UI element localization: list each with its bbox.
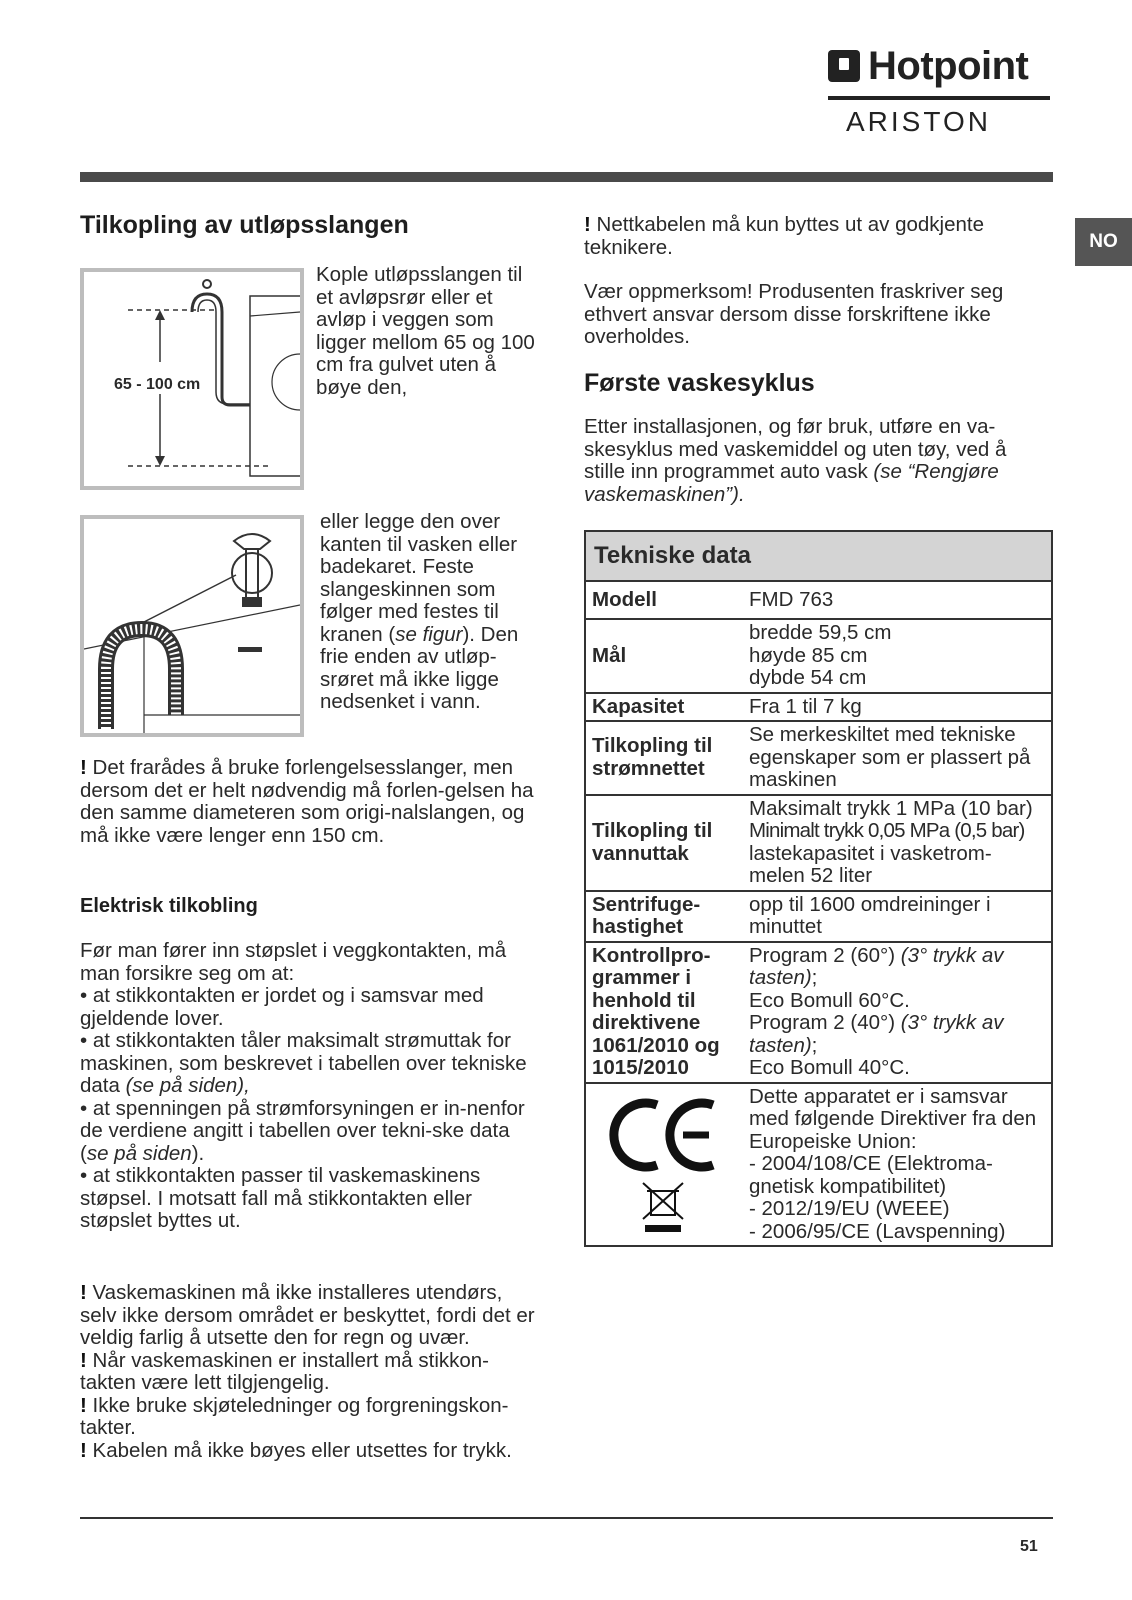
test-programs-value xyxy=(743,942,1052,1083)
ce-cell xyxy=(585,1083,743,1247)
program-60-end: ; xyxy=(811,966,818,989)
min-pressure: Minimalt trykk 0,05 MPa (0,5 bar) xyxy=(749,819,1025,842)
warning-extension-cords-text: Ikke bruke skjøteledninger og forgreningskon-takter. xyxy=(80,1393,509,1439)
safety-warnings xyxy=(80,1282,540,1462)
table-row xyxy=(585,619,1052,693)
table-row xyxy=(585,891,1052,942)
spin-speed-label: Sentrifuge-hastighet xyxy=(585,891,743,942)
capacity-value: Fra 1 til 7 kg xyxy=(743,693,1052,722)
directive-low-voltage: - 2006/95/CE (Lavspenning) xyxy=(749,1219,1006,1243)
manufacturer-disclaimer: Vær oppmerksom! Produsenten fraskriver seg ethvert ansvar dersom disse forskriftene ikke overholdes. xyxy=(584,280,1004,348)
extension-hose-warning-text: Det frarådes å bruke forlengelsesslanger, men dersom det er helt nødvendig må forlen-gelsen ha den samme diameteren som origi-nalslangen, og må ikke være lenger enn 150 cm. xyxy=(80,756,534,847)
warning-cable-text: Kabelen må ikke bøyes eller utsettes for trykk. xyxy=(92,1438,512,1462)
bullet2-italic: (se på siden), xyxy=(125,1074,250,1097)
table-row xyxy=(585,942,1052,1083)
drum-capacity: lastekapasitet i vasketrom-melen 52 liter xyxy=(749,841,992,887)
water-connection-value xyxy=(743,795,1052,891)
program-60 xyxy=(749,945,1045,990)
model-label: Modell xyxy=(585,581,743,619)
extension-hose-warning xyxy=(80,757,540,847)
eco-60: Eco Bomull 60°C. xyxy=(749,988,910,1012)
warning-icon: ! xyxy=(80,1348,87,1372)
bullet2-text: • at stikkontakten tåler maksimalt strømuttak for maskinen, som beskrevet i tabellen over tekniske data xyxy=(80,1029,527,1097)
ce-mark-icon xyxy=(605,1087,725,1237)
warning-cable xyxy=(80,1440,540,1463)
eco-40: Eco Bomull 40°C. xyxy=(749,1056,910,1079)
depth-value: dybde 54 cm xyxy=(749,666,867,689)
warning-icon: ! xyxy=(80,1393,87,1417)
section-heading-drain-hose: Tilkopling av utløpsslangen xyxy=(80,211,409,239)
table-row xyxy=(585,1083,1052,1247)
hose-over-sink-figure xyxy=(80,515,304,737)
table-row xyxy=(585,693,1052,722)
first-cycle-body: Etter installasjonen, og før bruk, utføre en va-skesyklus med vaskemiddel og uten tøy, ved å stille inn programmet auto vask xyxy=(584,415,1007,483)
electrical-heading: Elektrisk tilkobling xyxy=(80,895,258,917)
spin-speed-value: opp til 1600 omdreininger i minuttet xyxy=(743,891,1052,942)
bullet3-end: ). xyxy=(191,1141,205,1165)
model-value: FMD 763 xyxy=(743,581,1052,619)
warning-access xyxy=(80,1350,540,1395)
hotpoint-logo-icon xyxy=(828,50,860,82)
figure2-caption xyxy=(320,511,540,714)
electrical-requirements xyxy=(80,940,540,1233)
logo-rule xyxy=(828,96,1050,100)
program-40-end: ; xyxy=(811,1033,818,1057)
program-60-text: Program 2 (60°) xyxy=(749,943,901,967)
figure2-caption-a: eller legge den over kanten til vasken eller badekaret. Feste slangeskinnen som følger med festes til kranen ( xyxy=(320,510,518,646)
directive-emc: - 2004/108/CE (Elektroma-gnetisk kompatibilitet) xyxy=(749,1152,993,1198)
hose-over-sink-illustration xyxy=(84,519,300,733)
power-connection-label: Tilkopling til strømnettet xyxy=(585,721,743,795)
ce-mark-text xyxy=(725,1087,726,1088)
height-range-label: 65 - 100 cm xyxy=(114,376,201,393)
test-programs-label: Kontrollpro-grammer i henhold til direktivene 1061/2010 og 1015/2010 xyxy=(585,942,743,1083)
first-cycle-heading: Første vaskesyklus xyxy=(584,369,815,397)
language-tab: NO xyxy=(1075,218,1132,266)
electrical-bullet-3 xyxy=(80,1098,540,1166)
warning-outdoor-text: Vaskemaskinen må ikke installeres utendørs, selv ikke dersom området er beskyttet, fordi det er veldig farlig å utsette den for regn og uvær. xyxy=(80,1281,535,1349)
conformity-intro: Dette apparatet er i samsvar med følgende Direktiver fra den Europeiske Union: xyxy=(749,1084,1037,1153)
footer-divider xyxy=(80,1517,1053,1519)
first-cycle-reference: (se “Rengjøre vaskemaskinen”). xyxy=(584,460,999,506)
warning-icon: ! xyxy=(80,756,87,779)
brand-logo xyxy=(828,44,1053,139)
cable-replacement-warning xyxy=(584,214,1034,259)
brand-name: Hotpoint xyxy=(868,44,1029,88)
max-pressure: Maksimalt trykk 1 MPa (10 bar) xyxy=(749,796,1033,820)
table-title-row xyxy=(585,531,1052,581)
weee-bin-icon xyxy=(643,1183,683,1232)
first-cycle-text xyxy=(584,416,1049,506)
technical-data-table xyxy=(584,530,1053,1247)
figure1-caption: Kople utløpsslangen til et avløpsrør eller et avløp i veggen som ligger mellom 65 og 100 cm fra gulvet uten å bøye den, xyxy=(316,263,535,399)
capacity-label: Kapasitet xyxy=(585,693,743,722)
height-value: høyde 85 cm xyxy=(749,643,868,667)
electrical-bullet-2 xyxy=(80,1030,540,1098)
warning-access-text: Når vaskemaskinen er installert må stikkon-takten være lett tilgjengelig. xyxy=(80,1348,489,1394)
table-title: Tekniske data xyxy=(585,531,1052,581)
bullet3-text: • at spenningen på strømforsyningen er in-nenfor de verdiene angitt i tabellen over tekni-ske data ( xyxy=(80,1096,525,1165)
program-40 xyxy=(749,1012,1045,1057)
table-row xyxy=(585,721,1052,795)
program-40-text: Program 2 (40°) xyxy=(749,1011,901,1034)
directive-weee: - 2012/19/EU (WEEE) xyxy=(749,1197,950,1220)
dimensions-value xyxy=(743,619,1052,693)
warning-icon: ! xyxy=(80,1281,87,1304)
power-connection-value: Se merkeskiltet med tekniske egenskaper som er plassert på maskinen xyxy=(743,721,1052,795)
sub-brand-name: ARISTON xyxy=(846,106,991,137)
electrical-intro: Før man fører inn støpslet i veggkontakten, må man forsikre seg om at: xyxy=(80,939,507,985)
figure2-caption-b: ). Den frie enden av utløp-srøret må ikke ligge nedsenket i vann. xyxy=(320,622,519,713)
program-40-note: (3° trykk av tasten) xyxy=(749,1011,1004,1057)
table-row xyxy=(585,795,1052,891)
drain-hose-height-figure xyxy=(80,268,304,490)
dimensions-label: Mål xyxy=(585,619,743,693)
table-row xyxy=(585,581,1052,619)
bullet3-italic: se på siden xyxy=(86,1141,192,1165)
electrical-bullet-1: • at stikkontakten er jordet og i samsvar med gjeldende lover. xyxy=(80,984,484,1030)
warning-icon: ! xyxy=(80,1438,87,1462)
header-divider xyxy=(80,172,1053,182)
water-connection-label: Tilkopling til vannuttak xyxy=(585,795,743,891)
warning-icon: ! xyxy=(584,213,591,236)
cable-replacement-text: Nettkabelen må kun byttes ut av godkjente teknikere. xyxy=(584,213,984,259)
width-value: bredde 59,5 cm xyxy=(749,621,892,644)
figure2-caption-italic: se figur xyxy=(395,622,463,646)
page-number: 51 xyxy=(1020,1538,1038,1555)
warning-extension-cords xyxy=(80,1395,540,1440)
conformity-value xyxy=(743,1083,1052,1247)
electrical-bullet-4: • at stikkontakten passer til vaskemaskinens støpsel. I motsatt fall må stikkontakten eller støpslet byttes ut. xyxy=(80,1164,481,1232)
warning-outdoor xyxy=(80,1282,540,1350)
program-60-note: (3° trykk av tasten) xyxy=(749,943,1004,989)
